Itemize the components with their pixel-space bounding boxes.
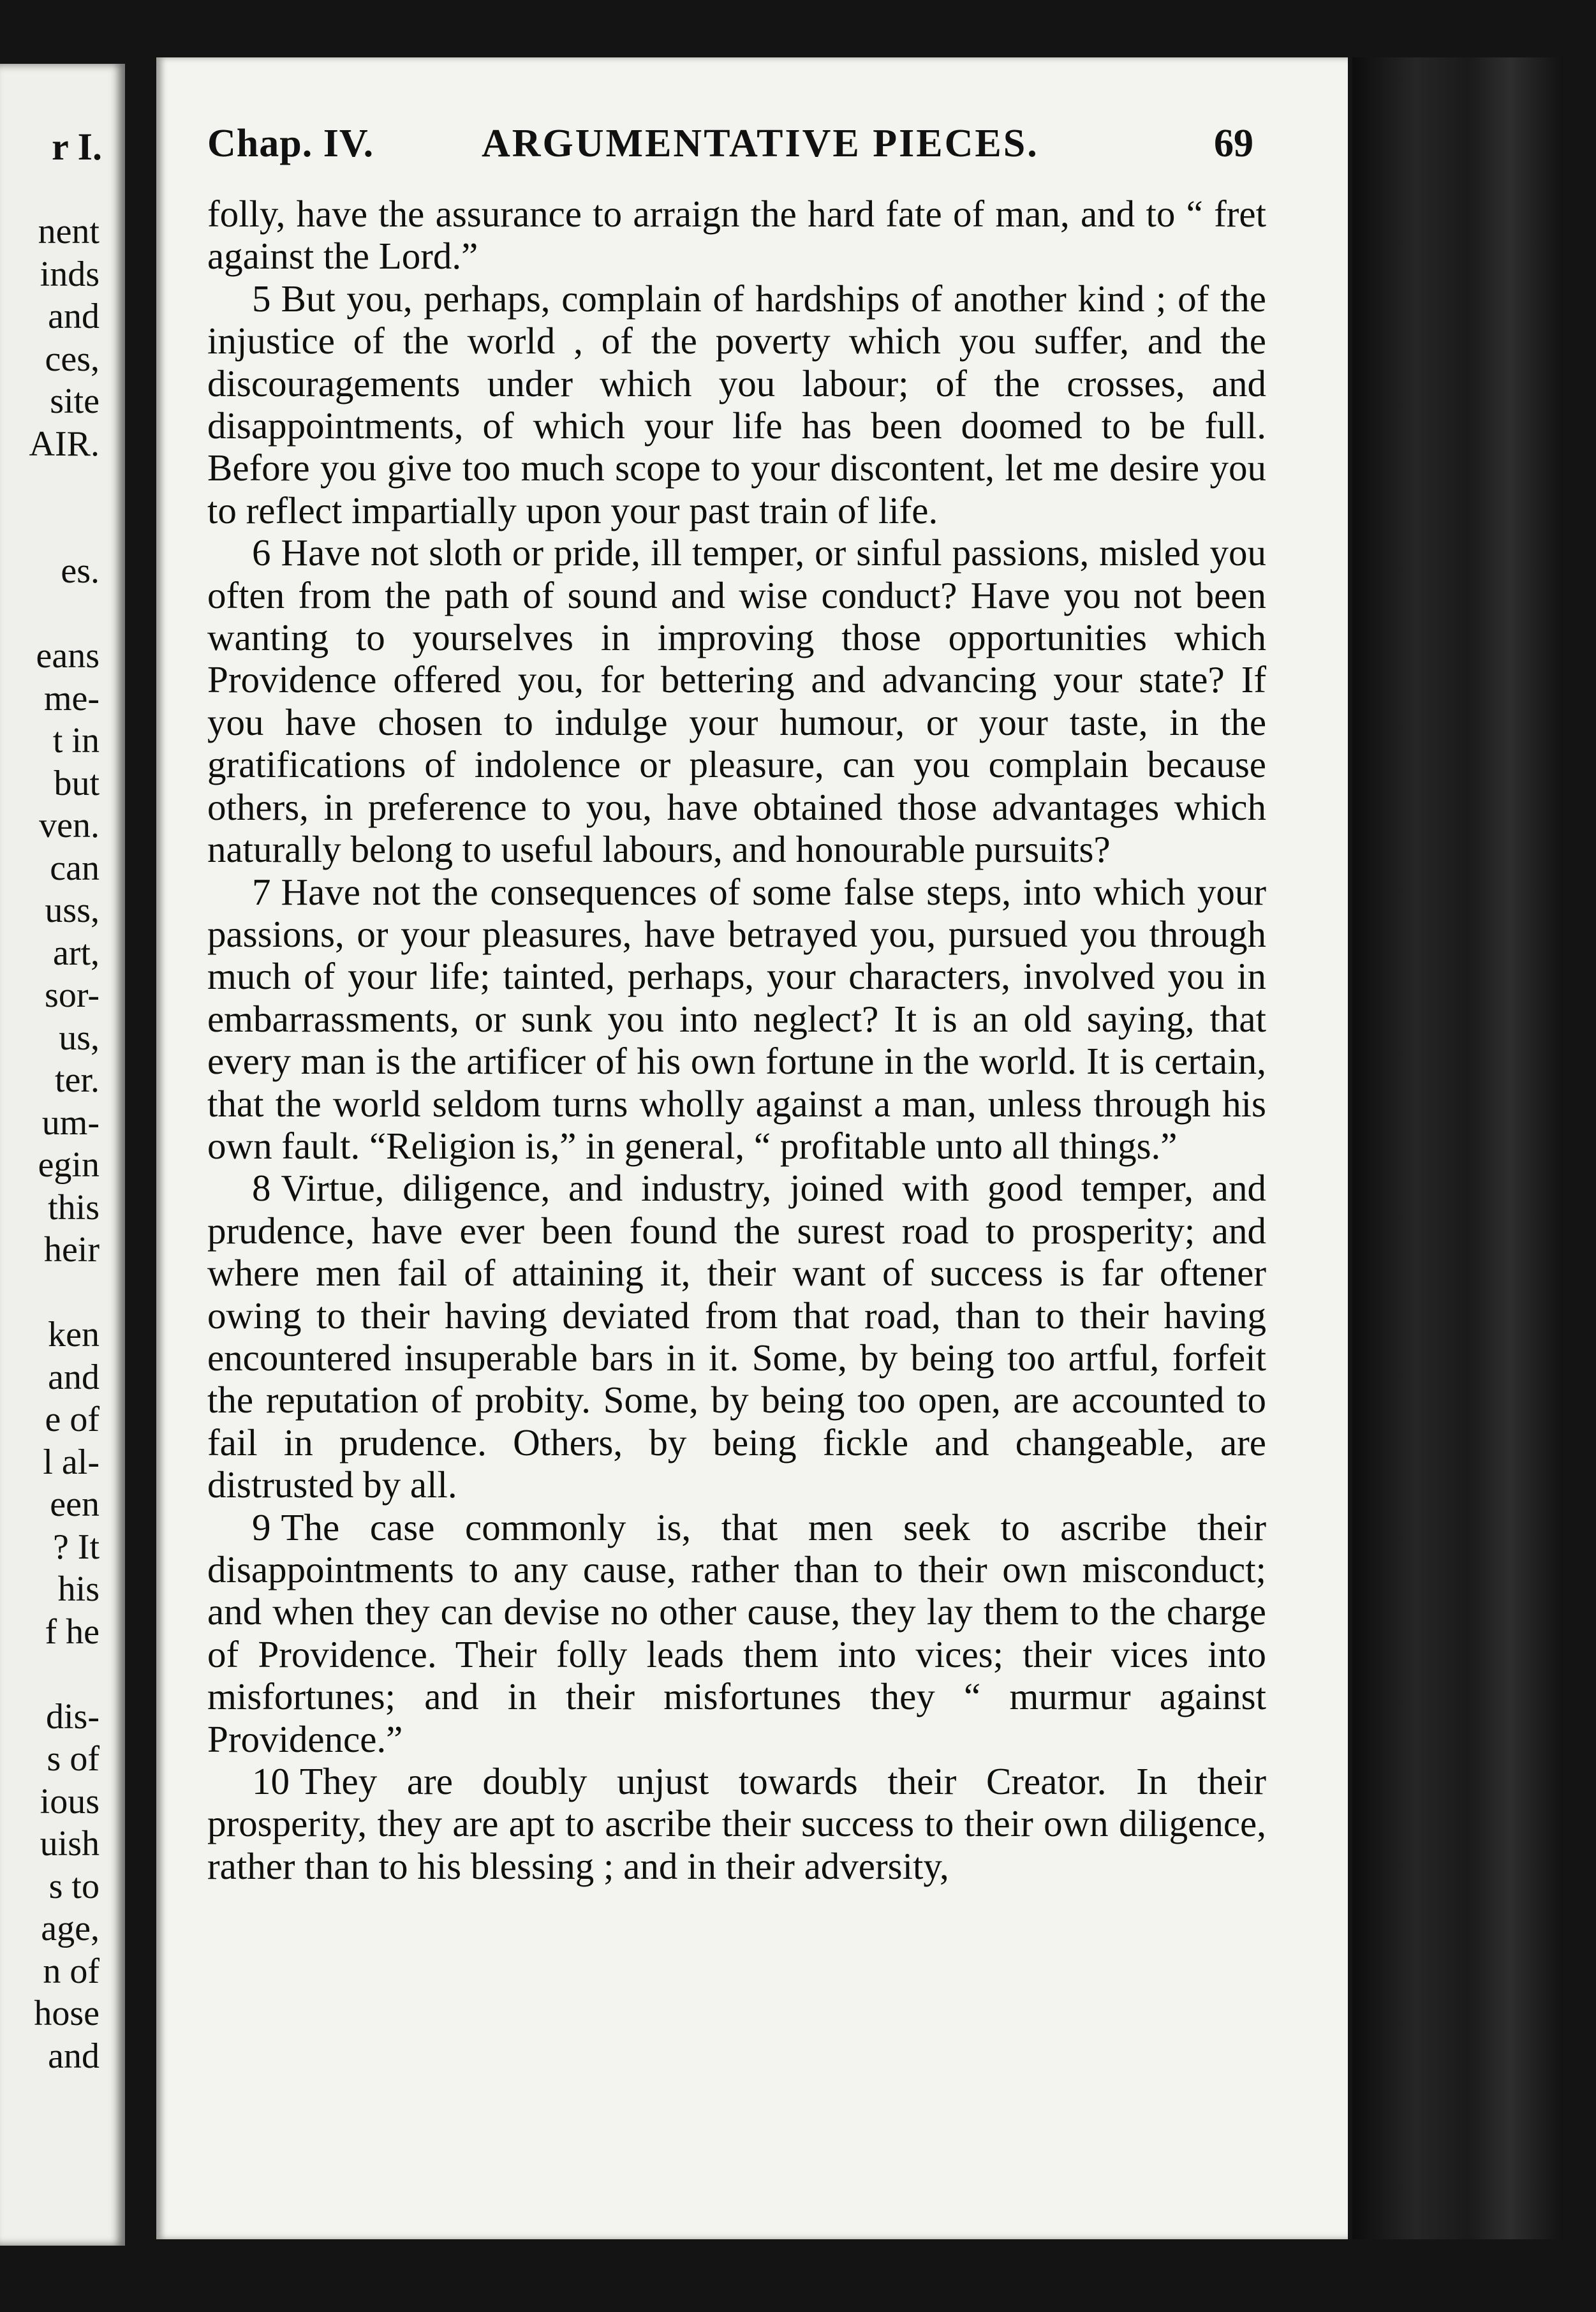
line-fragment: ter. — [55, 1060, 100, 1100]
line-fragment: age, — [41, 1909, 100, 1948]
paragraph-text: They are doubly unjust towards their Creator. In their prosperity, they are apt to ascribe their success to their own diligence, rather than to his blessing ; and in their adversity, — [207, 1760, 1266, 1887]
line-fragment: ven. — [39, 806, 100, 845]
paragraph-text: The case commonly is, that men seek to ascribe their disappointments to any cause, rather than to their own misconduct; and when they can devise no other cause, they lay them to the charge of Providence. Their folly leads them into vices; their vices into misfortunes; and in their misfortunes they “ murmur against Providence.” — [207, 1506, 1266, 1760]
line-fragment: this — [48, 1187, 100, 1227]
chapter-label: Chap. IV. — [207, 122, 374, 165]
page-body — [207, 193, 1266, 1887]
paragraph-text: Virtue, diligence, and industry, joined with good temper, and prudence, have ever been found the surest road to prosperity; and where men fail of attaining it, their want of success is far oftener owing to their having deviated from that road, than to their having encountered insuperable bars in it. Some, by being too artful, forfeit the reputation of probity. Some, by being too open, are accounted to fail in prudence. Others, by being fickle and changeable, are distrusted by all. — [207, 1167, 1266, 1506]
line-fragment — [0, 593, 100, 635]
line-fragment: AIR. — [29, 424, 100, 464]
line-fragment: and — [48, 1357, 100, 1397]
line-fragment: uss, — [45, 891, 100, 930]
paragraph-text: Have not sloth or pride, ill temper, or sinful passions, misled you often from the path of sound and wise conduct? Have you not been wanting to yourselves in improving those opportunities which Providence offered you, for bettering and advancing your state? If you have chosen to indulge your humour, or your taste, in the gratifications of indolence or pleasure, can you complain because others, in preference to you, have obtained those advantages which naturally belong to useful labours, and honourable pursuits? — [207, 531, 1266, 871]
line-fragment: nent — [38, 212, 100, 251]
line-fragment: and — [48, 2036, 100, 2076]
line-fragment: me- — [43, 678, 100, 718]
previous-page-header-fragment: r I. — [52, 126, 102, 168]
running-header — [207, 121, 1253, 172]
line-fragment: een — [50, 1485, 100, 1524]
paragraph — [207, 278, 1266, 531]
paragraph — [207, 1506, 1266, 1760]
line-fragment: sor- — [45, 975, 100, 1015]
line-fragment: um- — [41, 1102, 100, 1143]
line-fragment: heir — [43, 1230, 100, 1270]
paragraph-number: 8 — [252, 1167, 271, 1210]
paragraph-number: 6 — [252, 531, 271, 574]
line-fragment: site — [50, 382, 100, 421]
paragraph-text: folly, have the assurance to arraign the hard fate of man, and to “ fret against the Lord.” — [207, 193, 1266, 278]
line-fragment: eans — [36, 636, 100, 676]
line-fragment: n of — [43, 1951, 100, 1991]
paragraph-number: 7 — [252, 870, 271, 913]
page-number: 69 — [1214, 122, 1253, 165]
line-fragment: art, — [52, 933, 100, 973]
paragraph — [207, 1760, 1266, 1887]
line-fragment: us, — [59, 1018, 100, 1058]
line-fragment: uish — [40, 1824, 100, 1864]
line-fragment: ious — [40, 1781, 100, 1821]
line-fragment: egin — [38, 1145, 100, 1185]
line-fragment: l al- — [43, 1442, 100, 1482]
line-fragment: dis- — [46, 1696, 100, 1737]
line-fragment: his — [57, 1569, 100, 1609]
line-fragment: and — [48, 297, 100, 336]
line-fragment: ? It — [52, 1527, 100, 1567]
book-page — [156, 57, 1348, 2239]
previous-page-line-fragments — [0, 211, 100, 2077]
line-fragment: but — [54, 763, 100, 803]
line-fragment: inds — [40, 254, 100, 294]
line-fragment — [0, 465, 100, 508]
paragraph-number: 5 — [252, 277, 271, 320]
line-fragment: s to — [48, 1866, 100, 1906]
paragraph-number: 10 — [252, 1760, 290, 1803]
paragraph — [207, 193, 1266, 278]
line-fragment: can — [50, 848, 100, 888]
paragraph — [207, 531, 1266, 870]
book-spine-edge — [1352, 57, 1563, 2239]
line-fragment: es. — [61, 551, 100, 591]
section-title: ARGUMENTATIVE PIECES. — [482, 122, 1039, 165]
line-fragment: hose — [34, 1994, 100, 2033]
line-fragment: e of — [45, 1400, 100, 1439]
line-fragment: ken — [48, 1315, 100, 1354]
line-fragment: ces, — [45, 339, 100, 379]
paragraph-text: Have not the consequences of some false steps, into which your passions, or your pleasures, have betrayed you, pursued you through much of your life; tainted, perhaps, your characters, involved you in embarrassments, or sunk you into neglect? It is an old saying, that every man is the artificer of his own fortune in the world. It is certain, that the world seldom turns wholly against a man, unless through his own fault. “Religion is,” in general, “ profitable unto all things.” — [207, 870, 1266, 1167]
line-fragment: f he — [45, 1612, 100, 1652]
paragraph — [207, 871, 1266, 1167]
line-fragment — [0, 1271, 100, 1314]
paragraph-number: 9 — [252, 1506, 271, 1548]
previous-page-edge — [0, 64, 125, 2246]
line-fragment — [0, 1653, 100, 1696]
line-fragment: s of — [47, 1739, 100, 1779]
line-fragment: t in — [52, 721, 100, 760]
paragraph-text: But you, perhaps, complain of hardships of another kind ; of the injustice of the world , of the poverty which you suffer, and the discouragements under which you labour; of the crosses, and disappointments, of which your life has been doomed to be full. Before you give too much scope to your discontent, let me desire you to reflect impartially upon your past train of life. — [207, 277, 1266, 531]
line-fragment — [0, 508, 100, 551]
paragraph — [207, 1167, 1266, 1506]
